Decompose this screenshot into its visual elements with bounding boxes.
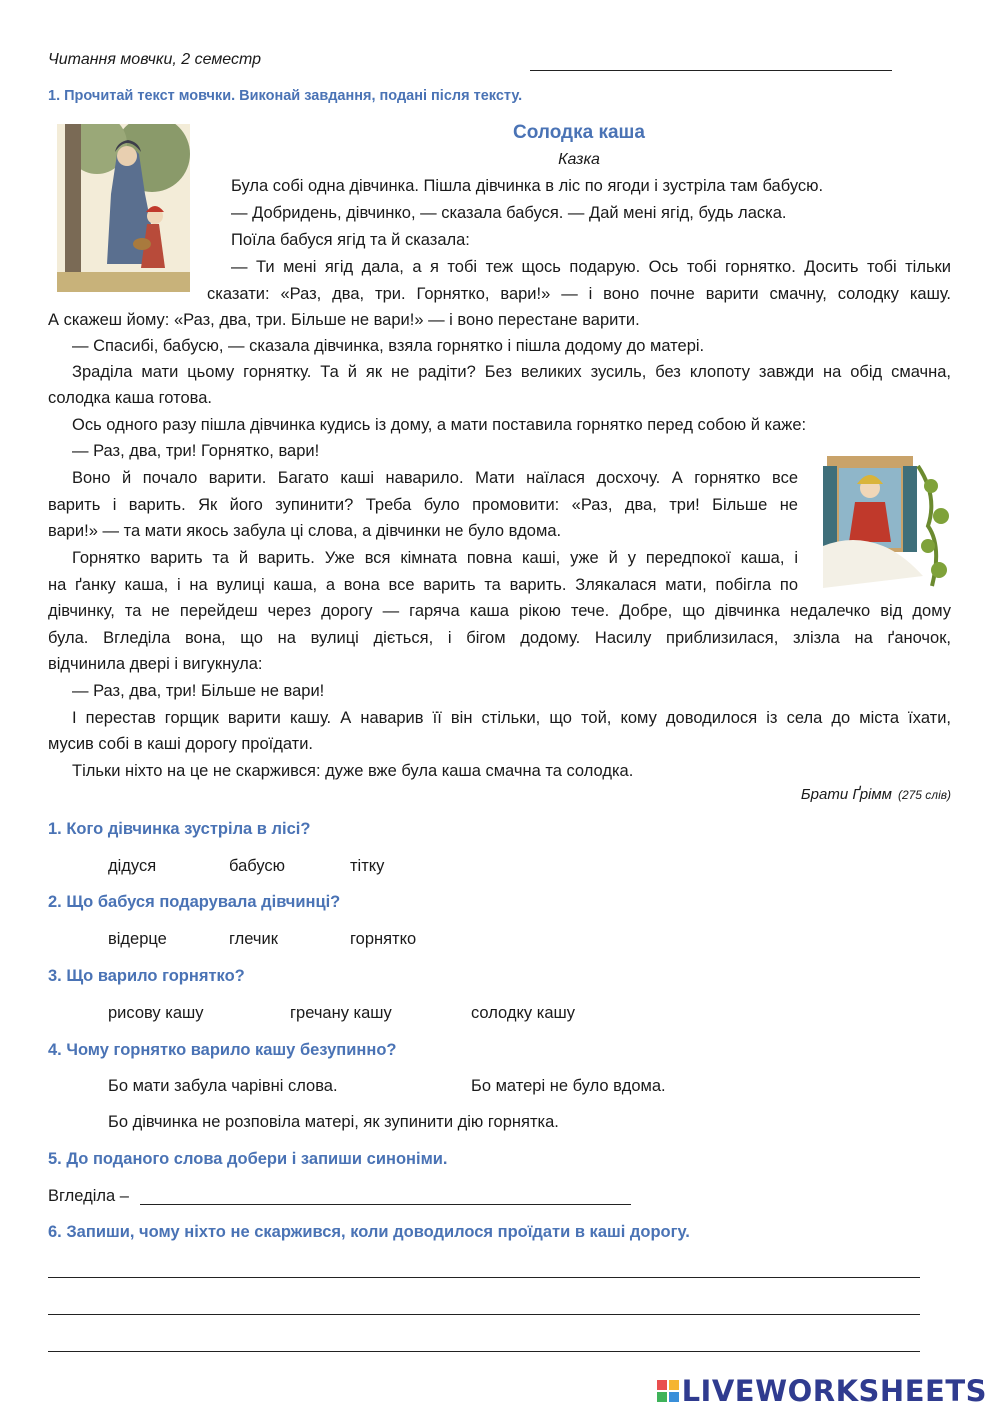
liveworksheets-logo: [657, 1374, 987, 1408]
story-line: — Добридень, дівчинко, — сказала бабуся. — Дай мені ягід, будь ласка.: [231, 204, 787, 222]
story-author: [801, 786, 951, 803]
question-5: 5. До поданого слова добери і запиши синоніми.: [48, 1150, 448, 1168]
answer-line-1[interactable]: [48, 1277, 920, 1278]
q2-option-3[interactable]: горнятко: [350, 930, 417, 948]
answer-line-3[interactable]: [48, 1351, 920, 1352]
author-name: Брати Ґрімм: [800, 786, 892, 803]
q2-option-2[interactable]: глечик: [229, 930, 278, 948]
liveworksheets-logo-icon: [657, 1380, 679, 1402]
story-line: — Спасибі, бабусю, — сказала дівчинка, взяла горнятко і пішла додому до матері.: [72, 337, 705, 355]
grandmother-girl-illustration: [57, 124, 190, 292]
answer-line-2[interactable]: [48, 1314, 920, 1315]
name-answer-line[interactable]: [530, 70, 892, 71]
story-line: І перестав горщик варити кашу. А наварив її він стільки, що той, кому доводилося із села до міста їхати,: [72, 709, 951, 727]
story-line: А скажеш йому: «Раз, два, три. Більше не вари!» — і воно перестане варити.: [48, 311, 640, 329]
synonym-answer-line[interactable]: [140, 1204, 631, 1205]
question-1: 1. Кого дівчинка зустріла в лісі?: [48, 820, 311, 838]
question-4: 4. Чому горнятко варило кашу безупинно?: [48, 1041, 397, 1059]
story-line: Поїла бабуся ягід та й сказала:: [231, 231, 470, 249]
story-line: мусив собі в каші дорогу проїдати.: [48, 735, 313, 753]
story-line: варить і варить. Як його зупинити? Треба було промовити: «Раз, два, три! Більше не: [48, 496, 798, 514]
task-instruction: 1. Прочитай текст мовчки. Виконай завдання, подані після тексту.: [48, 88, 523, 104]
story-line: була. Вгледіла вона, що на вулиці діється, і бігом додому. Насилу приблизилася, злізла на ґаночок,: [48, 629, 951, 647]
question-6: 6. Запиши, чому ніхто не скаржився, коли доводилося проїдати в каші дорогу.: [48, 1223, 690, 1241]
story-line: Воно й почало варити. Багато каші наварило. Мати наїлася досхочу. А горнятко все: [72, 469, 798, 487]
q1-option-2[interactable]: бабусю: [229, 857, 286, 875]
q1-option-1[interactable]: дідуся: [108, 857, 157, 875]
q3-option-3[interactable]: солодку кашу: [471, 1004, 575, 1022]
question-3: 3. Що варило горнятко?: [48, 967, 245, 985]
story-line: — Раз, два, три! Горнятко, вари!: [72, 442, 320, 460]
q4-option-1[interactable]: Бо мати забула чарівні слова.: [108, 1077, 338, 1095]
story-line: Горнятко варить та й варить. Уже вся кімната повна каші, уже й у передпокої каша, і: [72, 549, 798, 567]
story-line: — Раз, два, три! Більше не вари!: [72, 682, 325, 700]
word-count: (275 слів): [897, 788, 951, 802]
story-line: — Ти мені ягід дала, а я тобі теж щось подарую. Ось тобі горнятко. Досить тобі тільки: [231, 258, 951, 276]
q3-option-1[interactable]: рисову кашу: [108, 1004, 204, 1022]
q4-option-2[interactable]: Бо матері не було вдома.: [471, 1077, 666, 1095]
story-line: на ґанку каша, і на вулиці каша, а вона все варить та варить. Злякалася мати, побігла по: [48, 576, 798, 594]
q1-option-3[interactable]: тітку: [350, 857, 385, 875]
question-2: 2. Що бабуся подарувала дівчинці?: [48, 893, 341, 911]
story-subtitle: Казка: [558, 151, 600, 168]
story-line: солодка каша готова.: [48, 389, 212, 407]
window-porridge-illustration: [813, 446, 953, 588]
q2-option-1[interactable]: відерце: [108, 930, 167, 948]
q4-option-3[interactable]: Бо дівчинка не розповіла матері, як зупинити дію горнятка.: [108, 1113, 559, 1131]
story-line: Ось одного разу пішла дівчинка кудись із дому, а мати поставила горнятко перед собою й каже:: [72, 416, 807, 434]
story-line: дівчинку, та не перейдеш через дорогу — гаряча каша рікою тече. Добре, що дівчинка недалечко від дому: [48, 602, 951, 620]
story-line: Тільки ніхто на це не скаржився: дуже вже була каша смачна та солодка.: [72, 762, 634, 780]
story-line: вари!» — та мати якось забула ці слова, а дівчинки не було вдома.: [48, 522, 562, 540]
logo-text: LIVEWORKSHEETS: [681, 1374, 987, 1408]
story-line: Зраділа мати цьому горнятку. Та й як не радіти? Без великих зусиль, без клопоту завжди на обід смачна,: [72, 363, 951, 381]
synonym-prompt: Вгледіла –: [48, 1187, 129, 1205]
story-title: Солодка каша: [513, 122, 645, 143]
worksheet-header-title: Читання мовчки, 2 семестр: [48, 51, 262, 68]
story-line: Була собі одна дівчинка. Пішла дівчинка в ліс по ягоди і зустріла там бабусю.: [231, 177, 824, 195]
q3-option-2[interactable]: гречану кашу: [290, 1004, 392, 1022]
story-line: відчинила двері і вигукнула:: [48, 655, 263, 673]
story-line: сказати: «Раз, два, три. Горнятко, вари!» — і воно почне варити смачну, солодку кашу.: [207, 285, 951, 303]
